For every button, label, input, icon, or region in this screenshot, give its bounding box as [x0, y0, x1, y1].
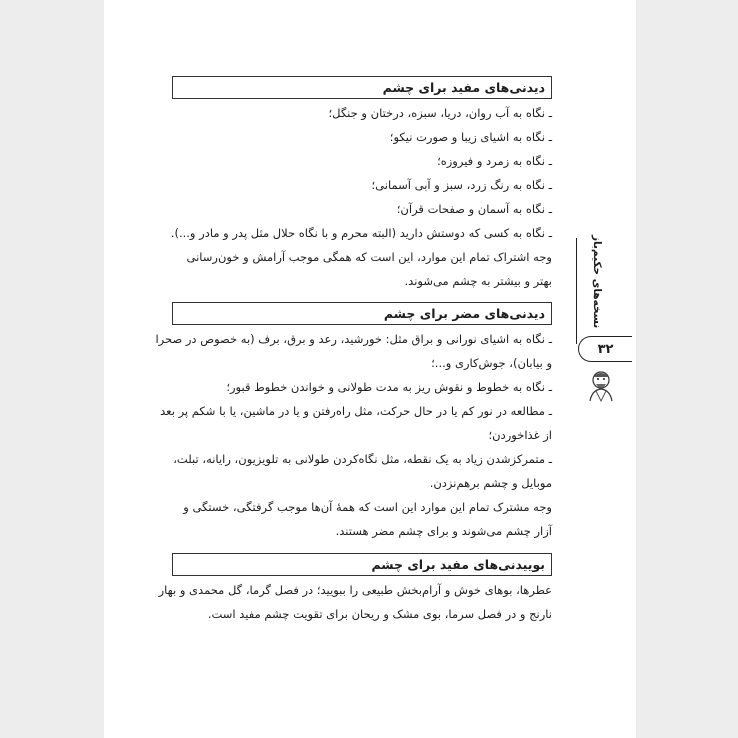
- paragraph-line: عطرها، بوهای خوش و آرام‌بخش طبیعی را ببویید؛ در فصل گرما، گل محمدی و بهار: [158, 583, 552, 597]
- section-useful-sights: [172, 76, 552, 293]
- list-item: و بیابان)، جوش‌کاری و...؛: [431, 356, 552, 370]
- paragraph-line: بهتر و بیشتر به چشم می‌شوند.: [404, 274, 552, 288]
- section-heading: دیدنی‌های مفید برای چشم: [172, 76, 552, 99]
- sidebar-rule: [576, 238, 577, 344]
- paragraph-line: وجه اشتراک تمام این موارد، این است که همگی موجب آرامش و خون‌رسانی: [186, 250, 552, 264]
- list-item: ـ نگاه به رنگ زرد، سبز و آبی آسمانی؛: [371, 178, 552, 192]
- list-item: ـ نگاه به آب روان، دریا، سبزه، درختان و جنگل؛: [328, 106, 552, 120]
- list-item: موبایل و چشم برهم‌نزدن.: [429, 476, 552, 490]
- list-item: ـ نگاه به زمرد و فیروزه؛: [437, 154, 552, 168]
- list-item: ـ نگاه به خطوط و نقوش ریز به مدت طولانی و خواندن خطوط قبور؛: [226, 380, 552, 394]
- paragraph-line: نارنج و در فصل سرما، بوی مشک و ریحان برای تقویت چشم مفید است.: [207, 607, 552, 621]
- paragraph-line: وجه مشترک تمام این موارد این است که همهٔ آن‌ها موجب گرفتگی، خستگی و: [183, 500, 552, 514]
- section-harmful-sights: [155, 302, 552, 543]
- author-portrait-icon: [584, 368, 618, 402]
- list-item: ـ نگاه به اشیای نورانی و براق مثل: خورشید، رعد و برق، برف (به خصوص در صحرا: [155, 332, 552, 346]
- page-number-text: ۳۲: [597, 341, 614, 357]
- list-item: از غذاخوردن؛: [488, 428, 552, 442]
- running-title: نسخه‌های حکیم‌باز: [591, 234, 603, 328]
- section-useful-scents: [158, 553, 552, 626]
- list-item: ـ نگاه به اشیای زیبا و صورت نیکو؛: [389, 130, 552, 144]
- page-number: [578, 336, 632, 362]
- section-heading: دیدنی‌های مضر برای چشم: [172, 302, 552, 325]
- section-heading: بوییدنی‌های مفید برای چشم: [172, 553, 552, 576]
- list-item: ـ نگاه به کسی که دوستش دارید (البته محرم و با نگاه حلال مثل پدر و مادر و...).: [170, 226, 552, 240]
- paragraph-line: آزار چشم می‌شوند و برای چشم مضر هستند.: [335, 524, 552, 538]
- list-item: ـ متمرکزشدن زیاد به یک نقطه، مثل نگاه‌کردن طولانی به تلویزیون، رایانه، تبلت،: [173, 452, 552, 466]
- list-item: ـ نگاه به آسمان و صفحات قرآن؛: [396, 202, 552, 216]
- list-item: ـ مطالعه در نور کم یا در حال حرکت، مثل راه‌رفتن و یا در ماشین، یا با شکم پر بعد: [160, 404, 552, 418]
